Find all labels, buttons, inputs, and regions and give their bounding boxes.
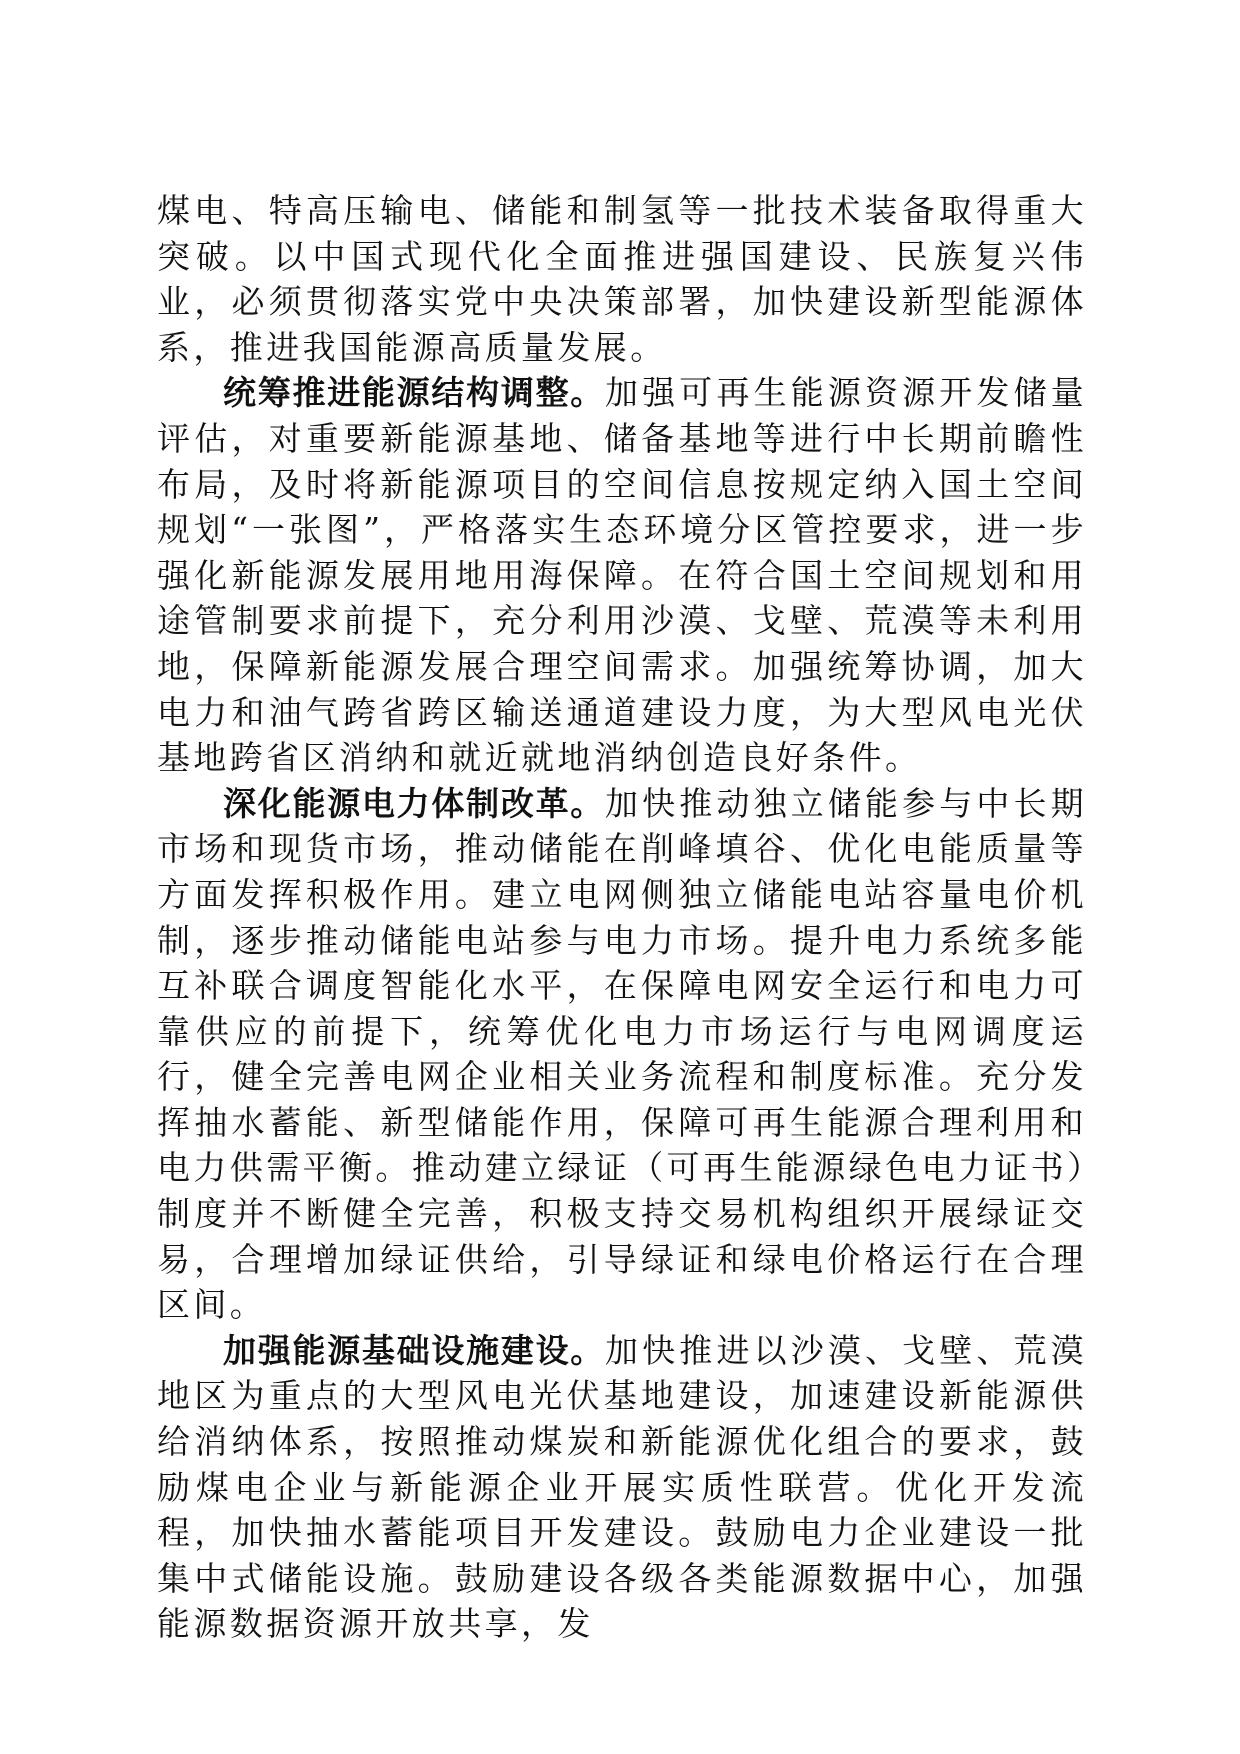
paragraph-heading: 深化能源电力体制改革。 xyxy=(223,783,606,823)
paragraph-text: 加快推动独立储能参与中长期市场和现货市场，推动储能在削峰填谷、优化电能质量等方面发挥积极作用。建立电网侧独立储能电站容量电价机制，逐步推动储能电站参与电力市场。提升电力系统多能互补联合调度智能化水平，在保障电网安全运行和电力可靠供应的前提下，统筹优化电力市场运行与电网调度运行，健全完善电网企业相关业务流程和制度标准。充分发挥抽水蓄能、新型储能作用，保障可再生能源合理利用和电力供需平衡。推动建立绿证（可再生能源绿色电力证书）制度并不断健全完善，积极支持交易机构组织开展绿证交易，合理增加绿证供给，引导绿证和绿电价格运行在合理区间。 xyxy=(157,783,1088,1325)
paragraph-system-reform xyxy=(157,781,1087,1328)
paragraph-text: 加快推进以沙漠、戈壁、荒漠地区为重点的大型风电光伏基地建设，加速建设新能源供给消纳体系，按照推动煤炭和新能源优化组合的要求，鼓励煤电企业与新能源企业开展实质性联营。优化开发流程，加快抽水蓄能项目开发建设。鼓励电力企业建设一批集中式储能设施。鼓励建设各级各类能源数据中心，加强能源数据资源开放共享，发 xyxy=(157,1330,1088,1644)
paragraph-infrastructure xyxy=(157,1328,1087,1647)
paragraph-text: 加强可再生能源资源开发储量评估，对重要新能源基地、储备基地等进行中长期前瞻性布局，及时将新能源项目的空间信息按规定纳入国土空间规划“一张图”，严格落实生态环境分区管控要求，进一步强化新能源发展用地用海保障。在符合国土空间规划和用途管制要求前提下，充分利用沙漠、戈壁、荒漠等未利用地，保障新能源发展合理空间需求。加强统筹协调，加大电力和油气跨省跨区输送通道建设力度，为大型风电光伏基地跨省区消纳和就近就地消纳创造良好条件。 xyxy=(157,373,1088,778)
paragraph-energy-structure xyxy=(157,370,1087,780)
document-page xyxy=(157,188,1087,1647)
paragraph-text: 煤电、特高压输电、储能和制氢等一批技术装备取得重大突破。以中国式现代化全面推进强国建设、民族复兴伟业，必须贯彻落实党中央决策部署，加快建设新型能源体系，推进我国能源高质量发展。 xyxy=(157,191,1087,367)
paragraph-heading: 加强能源基础设施建设。 xyxy=(223,1330,606,1370)
paragraph-heading: 统筹推进能源结构调整。 xyxy=(223,373,606,413)
paragraph-intro xyxy=(157,188,1087,370)
